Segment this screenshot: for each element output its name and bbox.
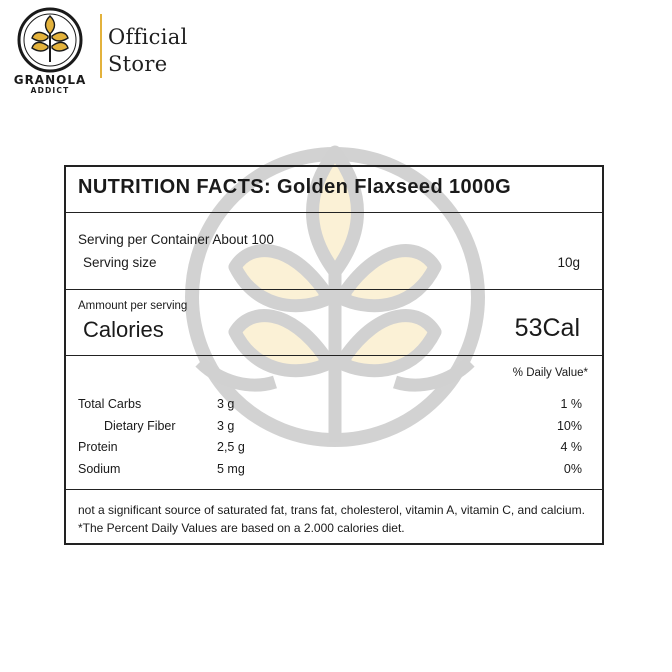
nutrient-name: Total Carbs <box>78 397 142 411</box>
daily-value-header: % Daily Value* <box>512 367 588 379</box>
nutrient-daily-value: 1 % <box>560 397 582 411</box>
nutrient-amount: 5 mg <box>217 462 245 476</box>
nutrient-name: Protein <box>78 440 118 454</box>
logo-text-bottom: ADDICT <box>30 86 70 94</box>
servings-per-container: Serving per Container About 100 <box>78 232 274 247</box>
nutrient-amount: 3 g <box>217 419 235 433</box>
calories-value: 53Cal <box>514 314 580 342</box>
nutrient-daily-value: 4 % <box>560 440 582 454</box>
store-line-2: Store <box>108 52 168 76</box>
nutrition-title: NUTRITION FACTS: Golden Flaxseed 1000G <box>78 176 512 198</box>
footnote: not a significant source of saturated fat, trans fat, cholesterol, vitamin A, vitamin C, and calcium. *The Percent Daily Values are based on a 2.000 calories diet. <box>78 503 585 535</box>
serving-size-value: 10g <box>557 255 580 270</box>
calories-label: Calories <box>83 317 164 342</box>
title-section <box>66 167 602 213</box>
logo-text-top: GRANOLA <box>13 73 87 87</box>
wheat-badge-icon <box>8 4 92 94</box>
nutrient-daily-value: 0% <box>563 462 582 476</box>
calories-section <box>66 290 602 356</box>
store-line-1: Official <box>108 25 188 49</box>
brand-divider <box>100 14 102 78</box>
serving-section <box>66 213 602 290</box>
footnote-section <box>66 490 602 545</box>
official-store-label <box>108 24 188 78</box>
nutrition-facts-label <box>64 165 604 545</box>
serving-size-label: Serving size <box>83 255 157 270</box>
nutrient-daily-value: 10% <box>556 419 582 433</box>
nutrients-section <box>66 356 602 490</box>
nutrient-amount: 2,5 g <box>217 440 245 454</box>
amount-per-serving: Ammount per serving <box>78 300 188 312</box>
nutrient-amount: 3 g <box>217 397 235 411</box>
nutrient-name: Dietary Fiber <box>104 419 176 433</box>
nutrient-name: Sodium <box>78 462 121 476</box>
